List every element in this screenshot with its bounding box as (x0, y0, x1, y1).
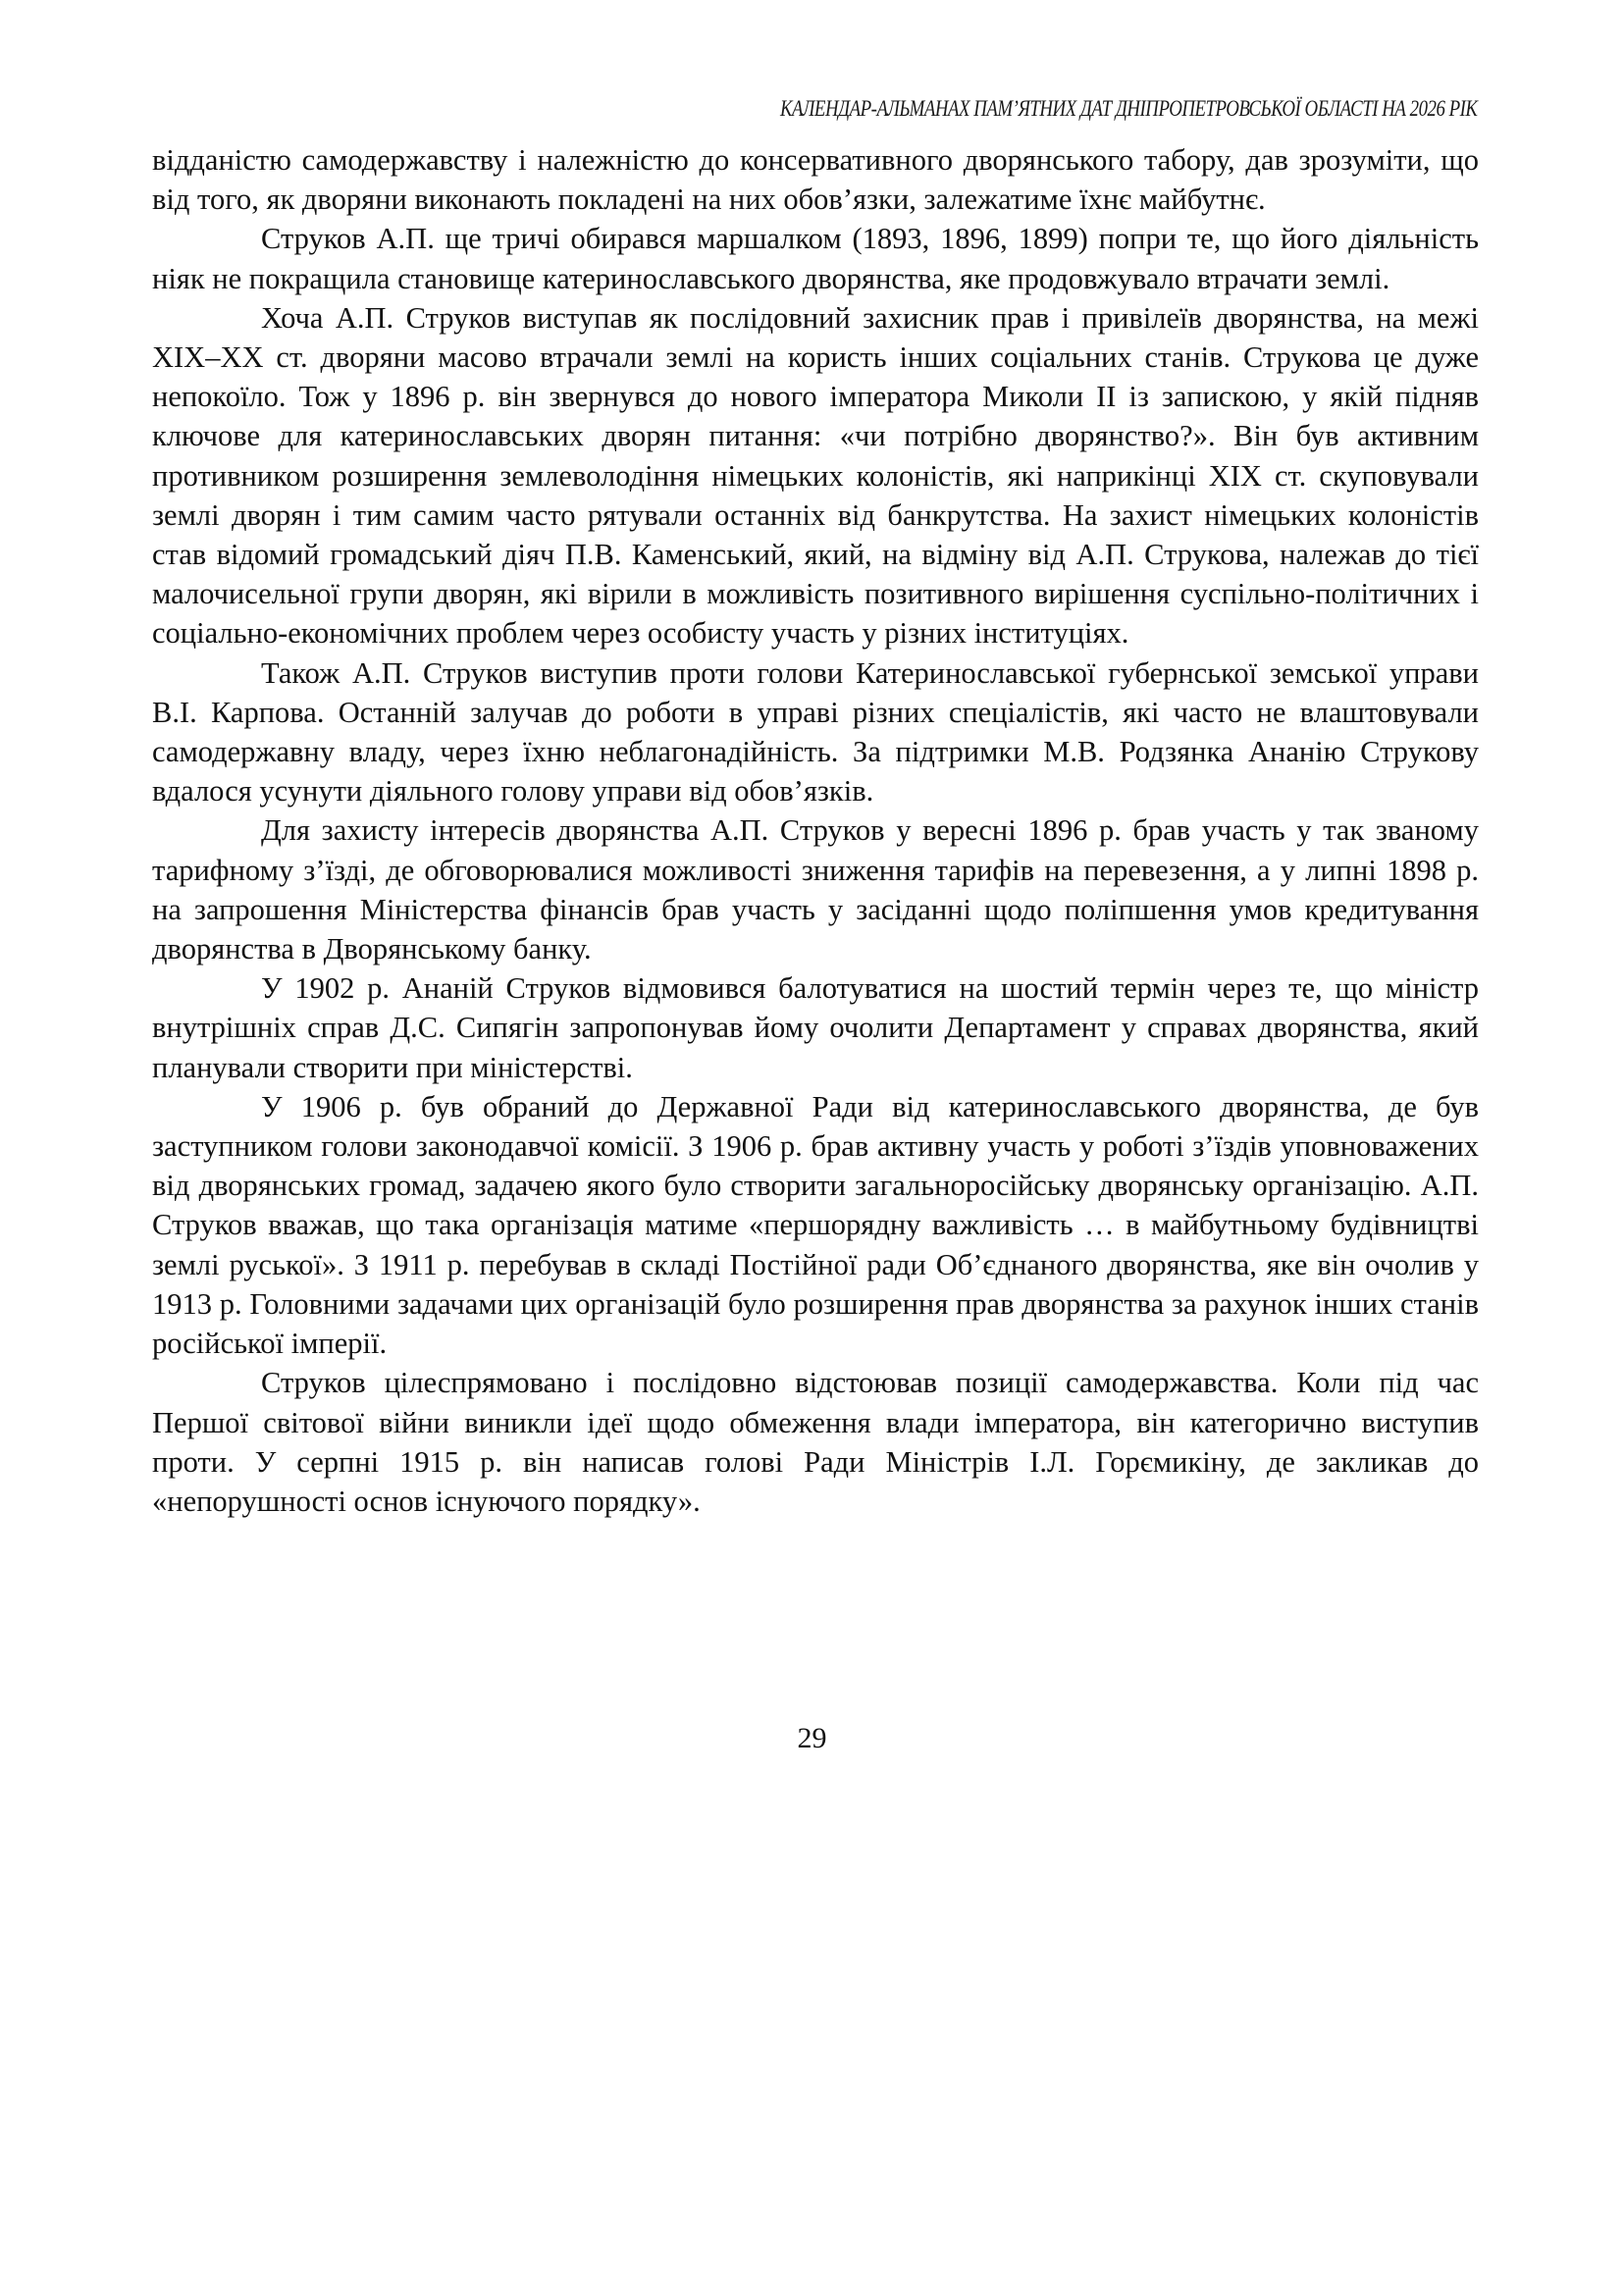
running-header: КАЛЕНДАР-АЛЬМАНАХ ПАМ’ЯТНИХ ДАТ ДНІПРОПЕТРОВСЬКОЇ ОБЛАСТІ НА 2026 РІК (779, 96, 1477, 121)
body-text (152, 140, 1479, 1521)
paragraph: У 1906 р. був обраний до Державної Ради від катеринославського дворянства, де був заступником голови законодавчої комісії. З 1906 р. брав активну участь у роботі з’їздів уповноважених від дворянських громад, задачею якого було створити загальноросійську дворянську організацію. А.П. Струков вважав, що така організація матиме «першорядну важливість … в майбутньому будівництві землі руської». З 1911 р. перебував в складі Постійної ради Об’єднаного дворянства, яке він очолив у 1913 р. Головними задачами цих організацій було розширення прав дворянства за рахунок інших станів російської імперії. (152, 1089, 1479, 1361)
paragraph: Також А.П. Струков виступив проти голови Катеринославської губернської земської управи В.І. Карпова. Останній залучав до роботи в управі різних спеціалістів, які часто не влаштовували самодержавну владу, через їхню неблагонадійність. За підтримки М.В. Родзянка Ананію Струкову вдалося усунути діяльного голову управи від обов’язків. (152, 655, 1479, 808)
paragraph: Струков А.П. ще тричі обирався маршалком (1893, 1896, 1899) попри те, що його діяльність ніяк не покращила становище катеринославського дворянства, яке продовжувало втрачати землі. (152, 222, 1479, 295)
page-number: 29 (797, 1722, 827, 1754)
paragraph-continued: відданістю самодержавству і належністю до консервативного дворянського табору, дав зрозуміти, що від того, як дворяни виконають покладені на них обов’язки, залежатиме їхнє майбутнє. (152, 143, 1479, 217)
paragraph: Хоча А.П. Струков виступав як послідовний захисник прав і привілеїв дворянства, на межі XIX–XX ст. дворяни масово втрачали землі на користь інших соціальних станів. Струкова це дуже непокоїло. Тож у 1896 р. він звернувся до нового імператора Миколи II із запискою, у якій підняв ключове для катеринославських дворян питання: «чи потрібно дворянство?». Він був активним противником розширення землеволодіння німецьких колоністів, які наприкінці XIX ст. скуповували землі дворян і тим самим часто рятували останніх від банкрутства. На захист німецьких колоністів став відомий громадський діяч П.В. Каменський, який, на відміну від А.П. Струкова, належав до тієї малочисельної групи дворян, які вірили в можливість позитивного вирішення суспільно-політичних і соціально-економічних проблем через особисту участь у різних інституціях. (152, 300, 1479, 651)
paragraph: Для захисту інтересів дворянства А.П. Струков у вересні 1896 р. брав участь у так званому тарифному з’їзді, де обговорювалися можливості зниження тарифів на перевезення, а у липні 1898 р. на запрошення Міністерства фінансів брав участь у засіданні щодо поліпшення умов кредитування дворянства в Дворянському банку. (152, 813, 1479, 966)
paragraph: Струков цілеспрямовано і послідовно відстоював позиції самодержавства. Коли під час Першої світової війни виникли ідеї щодо обмеження влади імператора, він категорично виступив проти. У серпні 1915 р. він написав голові Ради Міністрів І.Л. Горємикіну, де закликав до «непорушності основ існуючого порядку». (152, 1366, 1479, 1518)
paragraph: У 1902 р. Ананій Струков відмовився балотуватися на шостий термін через те, що міністр внутрішніх справ Д.С. Сипягін запропонував йому очолити Департамент у справах дворянства, який планували створити при міністерстві. (152, 971, 1479, 1084)
